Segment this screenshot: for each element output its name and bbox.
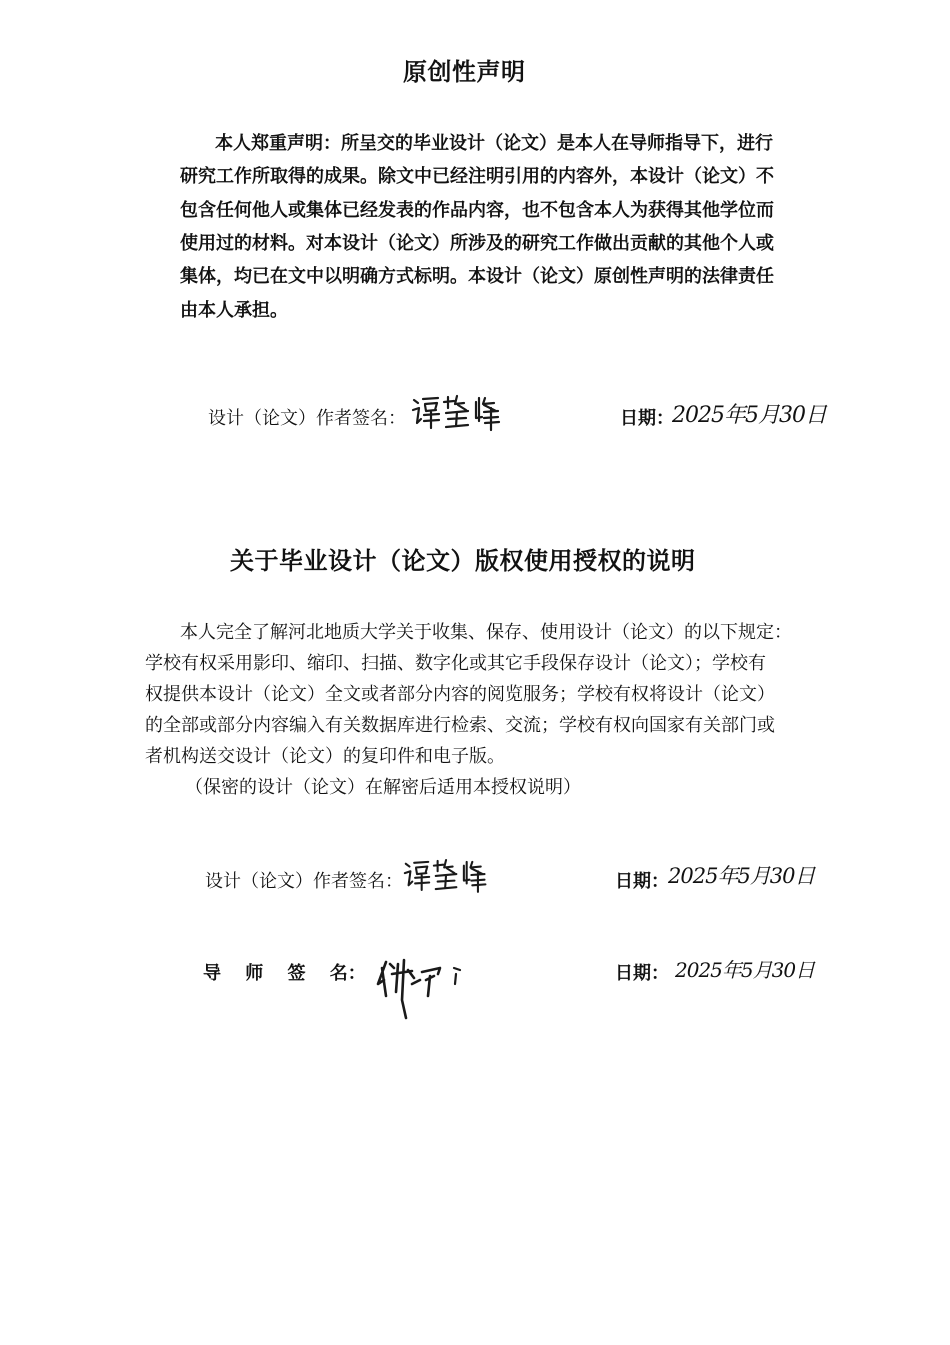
originality-line: 本人郑重声明：所呈交的毕业设计（论文）是本人在导师指导下，进行 [215,133,773,154]
supervisor-signature [368,944,468,1024]
author-signature [410,392,506,432]
author-signature-label: 设计（论文）作者签名： [205,871,403,892]
originality-line: 研究工作所取得的成果。除文中已经注明引用的内容外，本设计（论文）不 [180,166,774,187]
originality-title: 原创性声明 [403,58,526,86]
supervisor-signature-label: 导 师 签 名： [203,963,366,984]
copyright-title: 关于毕业设计（论文）版权使用授权的说明 [230,547,696,575]
date-handwritten: 2025年5月30日 [668,864,815,888]
originality-line: 集体，均已在文中以明确方式标明。本设计（论文）原创性声明的法律责任 [180,266,774,287]
date-label: 日期： [615,871,669,892]
originality-line: 包含任何他人或集体已经发表的作品内容，也不包含本人为获得其他学位而 [180,200,774,221]
copyright-line: （保密的设计（论文）在解密后适用本授权说明） [185,777,581,798]
copyright-line: 者机构送交设计（论文）的复印件和电子版。 [145,746,505,767]
copyright-line: 的全部或部分内容编入有关数据库进行检索、交流；学校有权向国家有关部门或 [145,715,775,736]
date-handwritten: 2025年5月30日 [675,958,815,982]
copyright-line: 权提供本设计（论文）全文或者部分内容的阅览服务；学校有权将设计（论文） [145,684,775,705]
date-label: 日期： [620,408,674,429]
date-handwritten: 2025年5月30日 [672,403,826,428]
date-label: 日期： [615,963,669,984]
copyright-line: 本人完全了解河北地质大学关于收集、保存、使用设计（论文）的以下规定： [180,622,792,643]
author-signature [402,855,492,895]
originality-line: 使用过的材料。对本设计（论文）所涉及的研究工作做出贡献的其他个人或 [180,233,774,254]
originality-line: 由本人承担。 [180,300,288,321]
author-signature-label: 设计（论文）作者签名： [208,408,406,429]
copyright-line: 学校有权采用影印、缩印、扫描、数字化或其它手段保存设计（论文）；学校有 [145,653,766,674]
